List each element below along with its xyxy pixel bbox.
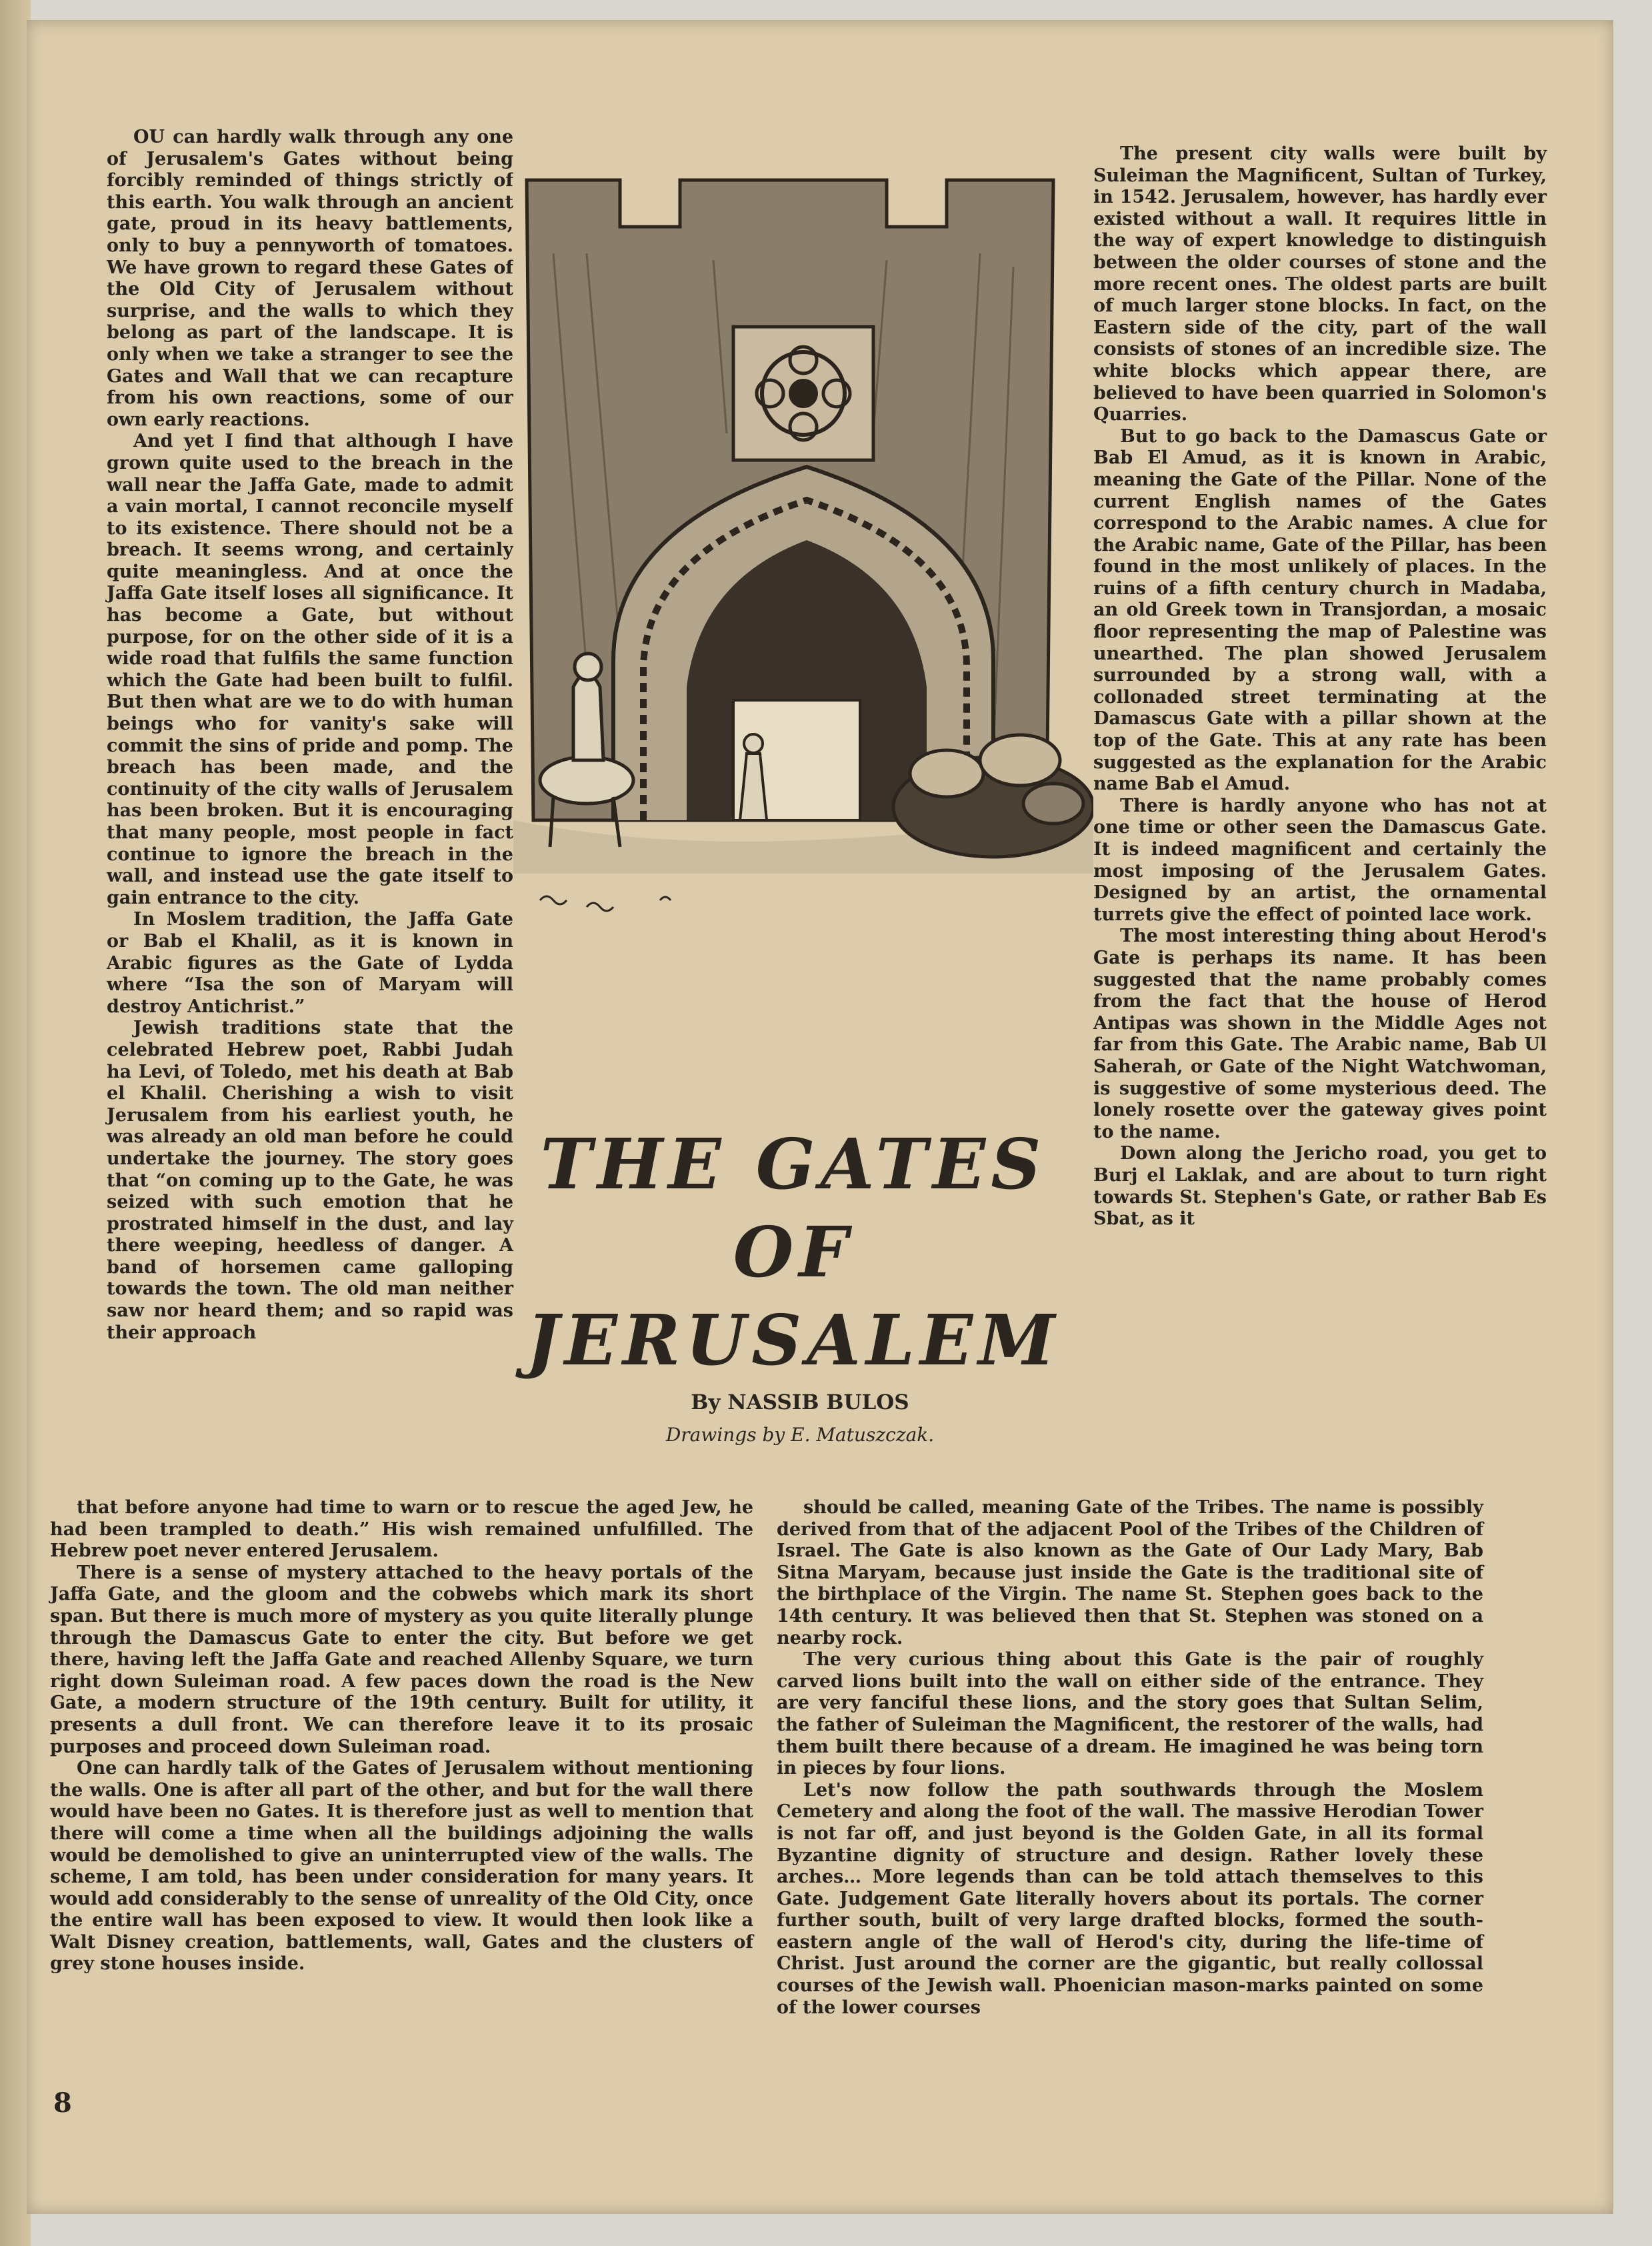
paragraph: OU can hardly walk through any one of Jerusalem's Gates without being forcibly reminded of things strictly of this earth. You walk through an ancient gate, proud in its heavy battlements, only to buy a pennyworth of tomatoes. We have grown to regard these Gates of the Old City of Jerusalem without surprise, and the walls to which they belong as part of the landscape. It is only when we take a stranger to see the Gates and Wall that we can recapture from his own reactions, some of our own early reactions. [107,127,513,430]
column-right-top [1093,143,1547,1230]
paragraph: Jewish traditions state that the celebrated Hebrew poet, Rabbi Judah ha Levi, of Toledo, met his death at Bab el Khalil. Cherishing a wish to visit Jerusalem from his earliest youth, he was already an old man before he could undertake the journey. The story goes that “on coming up to the Gate, he was seized with such emotion that he prostrated himself in the dust, and lay there weeping, heedless of danger. A band of horsemen came galloping towards the town. The old man neither saw nor heard them; and so rapid was their approach [107,1018,513,1343]
paragraph: The most interesting thing about Herod's Gate is perhaps its name. It has been suggested that the name probably comes from the fact that the house of Herod Antipas was shown in the Middle Ages not far from this Gate. The Arabic name, Bab Ul Saherah, or Gate of the Night Watchwoman, is suggestive of some mysterious deed. The lonely rosette over the gateway gives point to the name. [1093,926,1547,1142]
paragraph: One can hardly talk of the Gates of Jerusalem without mentioning the walls. One is after all part of the other, and but for the wall there would have been no Gates. It is therefore just as well to mention that there will come a time when all the buildings adjoining the walls would be demolished to give an uninterrupted view of the walls. The scheme, I am told, has been under consideration for many years. It would add considerably to the sense of unreality of the Old City, once the entire wall has been exposed to view. It would then look like a Walt Disney creation, battlements, wall, Gates and the clusters of grey stone houses inside. [50,1758,753,1975]
paragraph: There is a sense of mystery attached to the heavy portals of the Jaffa Gate, and the gloom and the cobwebs which mark its short span. But there is much more of mystery as you quite literally plunge through the Damascus Gate to enter the city. But before we get there, having left the Jaffa Gate and reached Allenby Square, we turn right down Suleiman road. A few paces down the road is the New Gate, a modern structure of the 19th century. Built for utility, it presents a dull front. We can therefore leave it to its prosaic purposes and proceed down Suleiman road. [50,1562,753,1757]
paragraph: that before anyone had time to warn or to rescue the aged Jew, he had been trampled to death.” His wish remained unfulfilled. The Hebrew poet never entered Jerusalem. [50,1497,753,1562]
title-line: JERUSALEM [526,1299,1061,1381]
page-number: 8 [53,2087,72,2119]
title-line: OF [733,1211,854,1293]
paragraph: Down along the Jericho road, you get to Burj el Laklak, and are about to turn right towards St. Stephen's Gate, or rather Bab Es Sbat, as it [1093,1143,1547,1230]
paragraph: There is hardly anyone who has not at one time or other seen the Damascus Gate. It is indeed magnificent and certainly the most imposing of the Jerusalem Gates. Designed by an artist, the ornamental turrets give the effect of pointed lace work. [1093,795,1547,925]
paragraph: But to go back to the Damascus Gate or Bab El Amud, as it is known in Arabic, meaning the Gate of the Pillar. None of the current English names of the Gates correspond to the Arabic names. A clue for the Arabic name, Gate of the Pillar, has been found in the most unlikely of places. In the ruins of a fifth century church in Madaba, an old Greek town in Transjordan, a mosaic floor representing the map of Palestine was unearthed. The plan showed Jerusalem surrounded by a strong wall, with a collonaded street terminating at the Damascus Gate with a pillar shown at the top of the Gate. This at any rate has been suggested as the explanation for the Arabic name Bab el Amud. [1093,425,1547,795]
paragraph: In Moslem tradition, the Jaffa Gate or Bab el Khalil, as it is known in Arabic figures as the Gate of Lydda where “Isa the son of Maryam will destroy Antichrist.” [107,909,513,1017]
paragraph: Let's now follow the path southwards through the Moslem Cemetery and along the foot of the wall. The massive Herodian Tower is not far off, and just beyond is the Golden Gate, in all its formal Byzantine dignity of structure and design. Rather lovely these arches… More legends than can be told attach themselves to this Gate. Judgement Gate literally hovers about its portals. The corner further south, built of very large drafted blocks, formed the south-eastern angle of the wall of Herod's city, during the life-time of Christ. Just around the corner are the gigantic, but really collossal courses of the Jewish wall. Phoenician mason-marks painted on some of the lower courses [777,1779,1483,2018]
column-left-top [107,127,513,1344]
column-right-bottom [777,1497,1483,2019]
paragraph: The very curious thing about this Gate is the pair of roughly carved lions built into the wall on either side of the entrance. They are very fanciful these lions, and the story goes that Sultan Selim, the father of Suleiman the Magnificent, the restorer of the walls, had them built there because of a dream. He imagined he was being torn in pieces by four lions. [777,1649,1483,1779]
paragraph: And yet I find that although I have grown quite used to the breach in the wall near the Jaffa Gate, made to admit a vain mortal, I cannot reconcile myself to its existence. There should not be a breach. It seems wrong, and certainly quite meaningless. And at once the Jaffa Gate itself loses all significance. It has become a Gate, but without purpose, for on the other side of it is a wide road that fulfils the same function which the Gate had been built to fulfil. But then what are we to do with human beings who for vanity's sake will commit the sins of pride and pomp. The breach has been made, and the continuity of the city walls of Jerusalem has been broken. But it is encouraging that many people, most people in fact continue to ignore the breach in the wall, and instead use the gate itself to gain entrance to the city. [107,431,513,908]
title-line: THE GATES [540,1123,1047,1205]
damascus-gate-illustration [513,153,1093,1100]
article-title [520,1120,1067,1384]
paragraph: should be called, meaning Gate of the Tribes. The name is possibly derived from that of the adjacent Pool of the Tribes of the Children of Israel. The Gate is also known as the Gate of Our Lady Mary, Bab Sitna Maryam, because just inside the Gate is the traditional site of the birthplace of the Virgin. The name St. Stephen goes back to the 14th century. It was believed then that St. Stephen was stoned on a nearby rock. [777,1497,1483,1648]
illustration-credit: Drawings by E. Matuszczak. [665,1424,935,1446]
column-left-bottom [50,1497,753,1975]
paragraph: The present city walls were built by Suleiman the Magnificent, Sultan of Turkey, in 1542. Jerusalem, however, has hardly ever existed without a wall. It requires little in the way of expert knowledge to distinguish between the older courses of stone and the more recent ones. The oldest parts are built of much larger stone blocks. In fact, on the Eastern side of the city, part of the wall consists of stones of an incredible size. The white blocks which appear there, are believed to have been quarried in Solomon's Quarries. [1093,143,1547,425]
byline: By NASSIB BULOS [691,1390,909,1414]
